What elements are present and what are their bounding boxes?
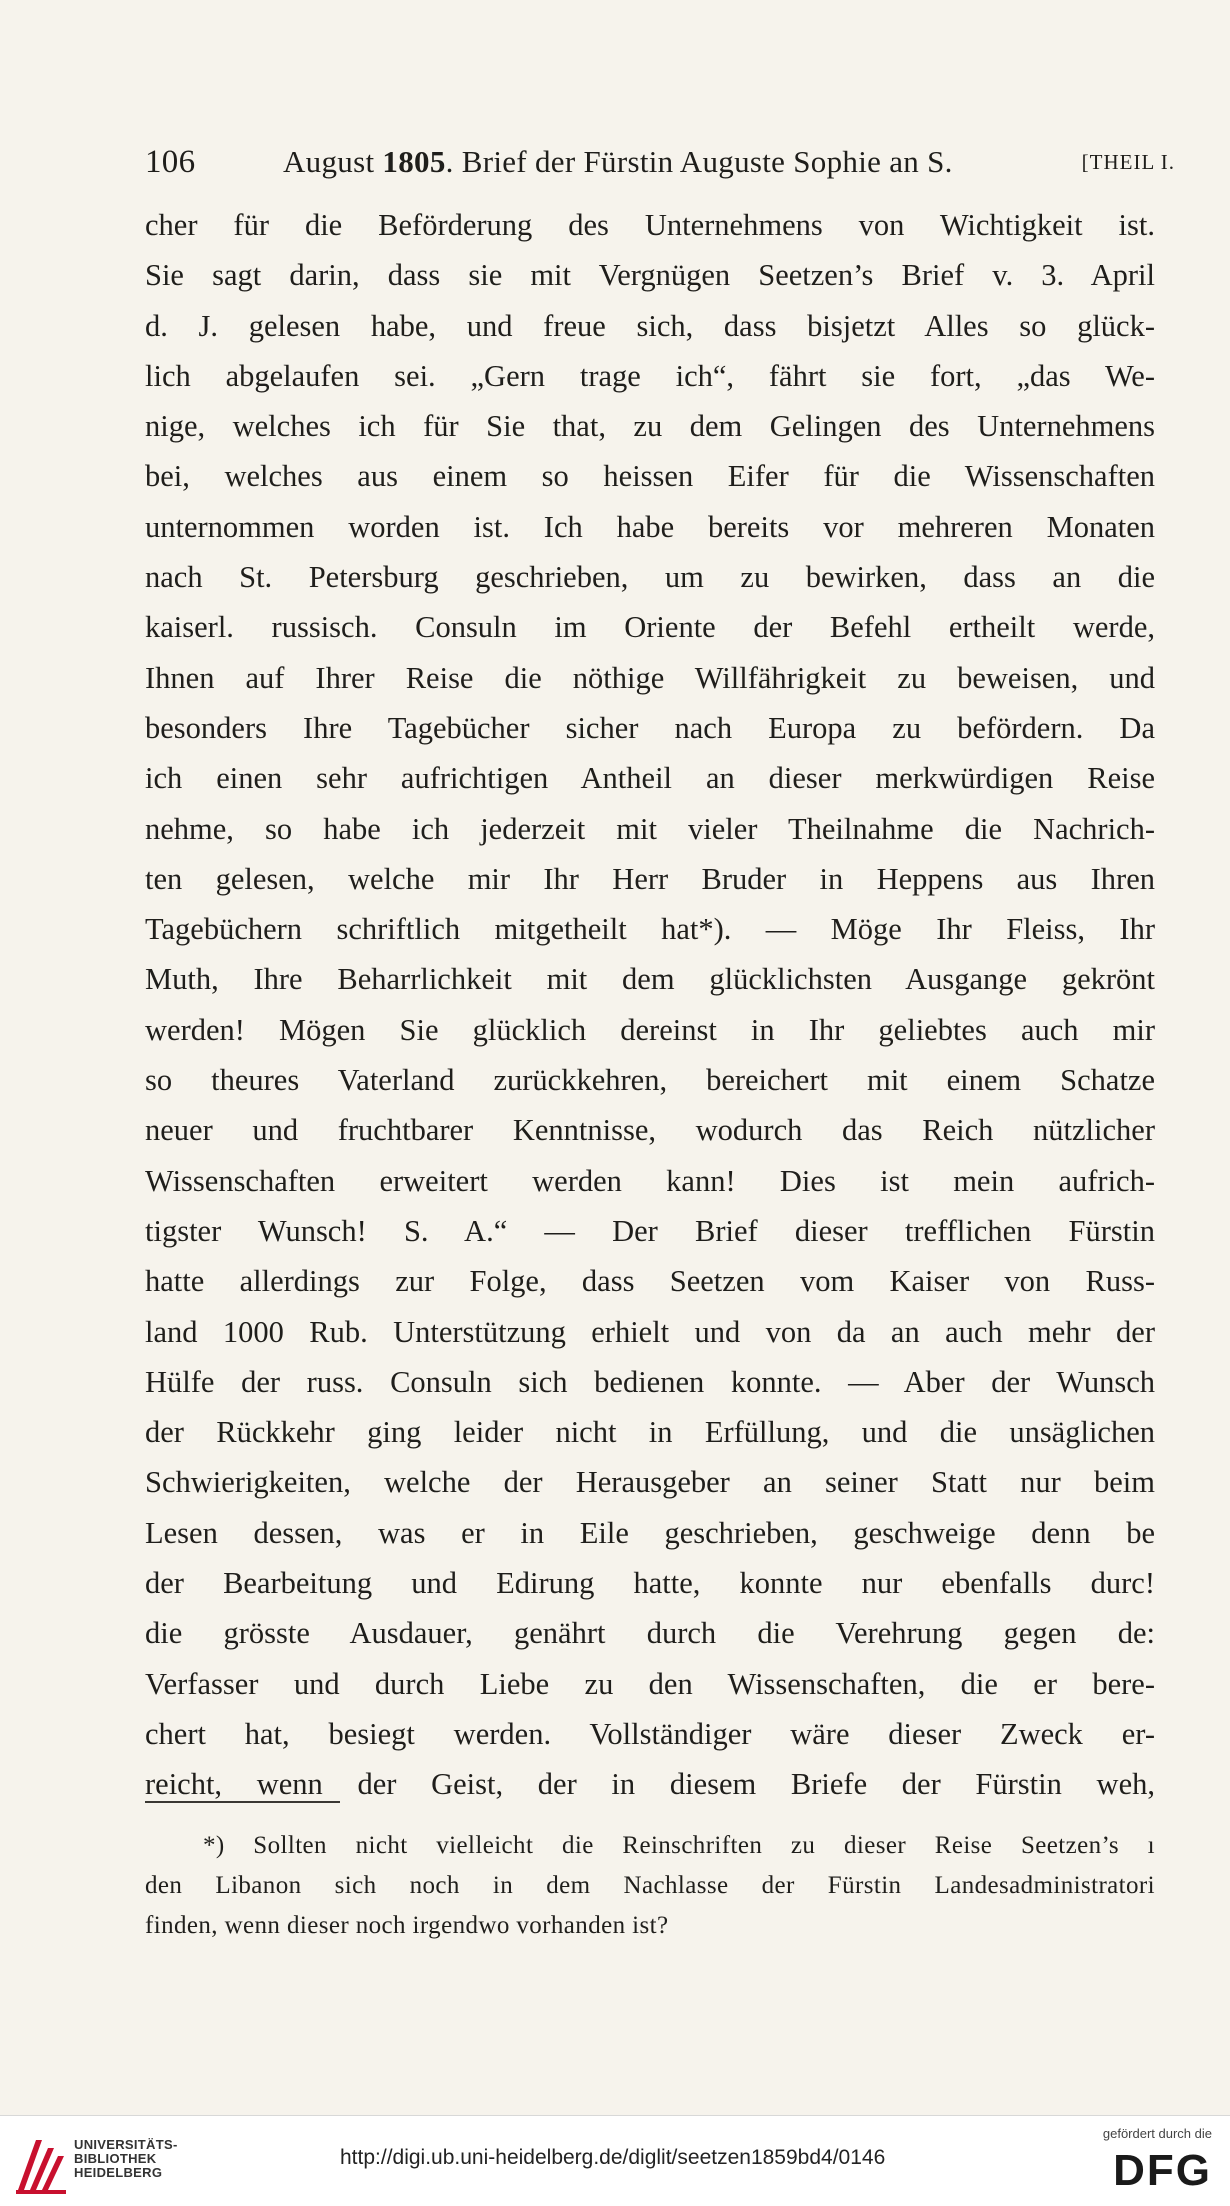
text-line: Sie sagt darin, dass sie mit Vergnügen Seetzen’s Brief v. 3. April	[145, 258, 1155, 293]
text-line: Ihnen auf Ihrer Reise die nöthige Willfährigkeit zu beweisen, und	[145, 660, 1155, 695]
text-line: Lesen dessen, was er in Eile geschrieben, geschweige denn be	[145, 1515, 1155, 1550]
text-line: tigster Wunsch! S. A.“ — Der Brief dieser trefflichen Fürstin	[145, 1213, 1155, 1248]
text-line: cher für die Beförderung des Unternehmens von Wichtigkeit ist.	[145, 208, 1155, 242]
footnote-line: finden, wenn dieser noch irgendwo vorhanden ist?	[145, 1912, 669, 1939]
running-title	[283, 140, 953, 184]
library-name-line1: UNIVERSITÄTS-	[74, 2137, 178, 2152]
text-line: Verfasser und durch Liebe zu den Wissenschaften, die er bere-	[145, 1666, 1155, 1701]
text-line: Tagebüchern schriftlich mitgetheilt hat*). — Möge Ihr Fleiss, Ihr	[145, 912, 1155, 947]
footnote-line: *) Sollten nicht vielleicht die Reinschriften zu dieser Reise Seetzen’s ı	[203, 1832, 1155, 1859]
text-line: werden! Mögen Sie glücklich dereinst in Ihr geliebtes auch mir	[145, 1012, 1155, 1047]
section-label: [THEIL I.	[1081, 150, 1175, 174]
text-line: der Bearbeitung und Edirung hatte, konnte nur ebenfalls durc!	[145, 1566, 1155, 1601]
text-line: hatte allerdings zur Folge, dass Seetzen vom Kaiser von Russ-	[145, 1264, 1155, 1299]
footnote-line: den Libanon sich noch in dem Nachlasse der Fürstin Landesadministratori	[145, 1872, 1155, 1899]
text-line: nige, welches ich für Sie that, zu dem Gelingen des Unternehmens	[145, 409, 1155, 444]
running-header	[145, 140, 1175, 184]
text-line: Schwierigkeiten, welche der Herausgeber an seiner Statt nur beim	[145, 1465, 1155, 1500]
page-number: 106	[145, 144, 196, 180]
text-line: nehme, so habe ich jederzeit mit vieler Theilnahme die Nachrich-	[145, 811, 1155, 846]
library-name-line2: BIBLIOTHEK	[74, 2151, 157, 2166]
permalink-url[interactable]: http://digi.ub.uni-heidelberg.de/diglit/seetzen1859bd4/0146	[340, 2146, 886, 2169]
library-name	[74, 2138, 178, 2180]
running-title-pre: August	[283, 144, 383, 179]
text-line: nach St. Petersburg geschrieben, um zu bewirken, dass an die	[145, 560, 1155, 595]
text-line: bei, welches aus einem so heissen Eifer für die Wissenschaften	[145, 459, 1155, 494]
body-text	[145, 200, 1155, 1810]
text-line: ich einen sehr aufrichtigen Antheil an dieser merkwürdigen Reise	[145, 761, 1155, 796]
text-line: land 1000 Rub. Unterstützung erhielt und von da an auch mehr der	[145, 1314, 1155, 1349]
text-line: so theures Vaterland zurückkehren, bereichert mit einem Schatze	[145, 1063, 1155, 1098]
digitization-footer	[0, 2115, 1230, 2206]
text-line: besonders Ihre Tagebücher sicher nach Europa zu befördern. Da	[145, 710, 1155, 745]
running-title-post: . Brief der Fürstin Auguste Sophie an S.	[445, 144, 953, 179]
text-line: d. J. gelesen habe, und freue sich, dass bisjetzt Alles so glück-	[145, 308, 1155, 343]
text-line: Muth, Ihre Beharrlichkeit mit dem glücklichsten Ausgange gekrönt	[145, 962, 1155, 997]
text-line: die grösste Ausdauer, genährt durch die Verehrung gegen de:	[145, 1616, 1155, 1651]
text-line: reicht, wenn der Geist, der in diesem Briefe der Fürstin weh,	[145, 1767, 1155, 1802]
running-title-year: 1805	[382, 144, 446, 179]
text-line: Hülfe der russ. Consuln sich bedienen konnte. — Aber der Wunsch	[145, 1364, 1155, 1399]
heidelberg-library-logo-icon	[12, 2134, 68, 2196]
text-line: Wissenschaften erweitert werden kann! Dies ist mein aufrich-	[145, 1163, 1155, 1198]
text-line: unternommen worden ist. Ich habe bereits vor mehreren Monaten	[145, 509, 1155, 544]
footnote-divider	[145, 1801, 340, 1803]
funded-by-label: gefördert durch die	[1102, 2126, 1212, 2141]
text-line: ten gelesen, welche mir Ihr Herr Bruder in Heppens aus Ihren	[145, 861, 1155, 896]
text-line: der Rückkehr ging leider nicht in Erfüllung, und die unsäglichen	[145, 1415, 1155, 1450]
text-line: chert hat, besiegt werden. Vollständiger wäre dieser Zweck er-	[145, 1716, 1155, 1751]
text-line: neuer und fruchtbarer Kenntnisse, wodurch das Reich nützlicher	[145, 1113, 1155, 1148]
footnote	[145, 1826, 1155, 1946]
text-line: kaiserl. russisch. Consuln im Oriente der Befehl ertheilt werde,	[145, 610, 1155, 645]
library-name-line3: HEIDELBERG	[74, 2165, 163, 2180]
dfg-logo: DFG	[1113, 2146, 1212, 2195]
text-line: lich abgelaufen sei. „Gern trage ich“, fährt sie fort, „das We-	[145, 358, 1155, 393]
